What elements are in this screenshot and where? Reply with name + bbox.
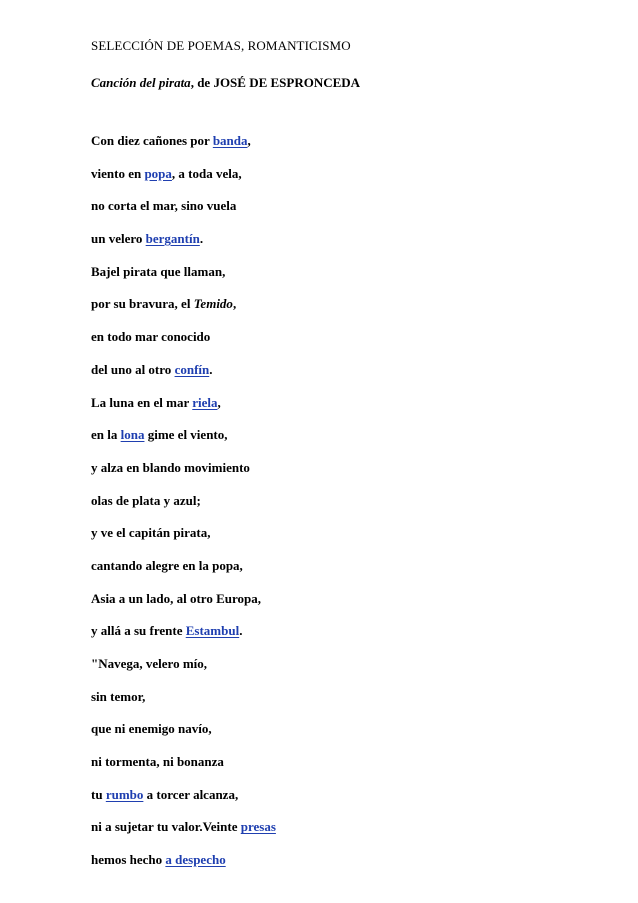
verse-text: sin temor, <box>91 688 146 704</box>
verse-line <box>91 327 276 360</box>
verse-text: cantando alegre en la popa, <box>91 557 243 573</box>
glossary-link[interactable]: popa <box>144 165 172 181</box>
verse-text: en la <box>91 427 121 443</box>
poem-verses <box>91 131 276 883</box>
verse-line <box>91 752 276 785</box>
verse-line <box>91 654 276 687</box>
verse-text: y allá a su frente <box>91 623 186 639</box>
verse-line <box>91 621 276 654</box>
verse-text: , <box>247 133 251 148</box>
verse-text: un velero <box>91 231 146 247</box>
verse-line <box>91 785 276 818</box>
verse-line <box>91 131 276 164</box>
verse-text: olas de plata y azul; <box>91 492 201 508</box>
glossary-link[interactable]: banda <box>212 133 248 148</box>
glossary-link[interactable]: confín <box>174 361 210 377</box>
verse-text: del uno al otro <box>91 361 175 377</box>
verse-text: hemos hecho <box>91 852 166 868</box>
verse-text: y alza en blando movimiento <box>91 459 250 475</box>
glossary-link[interactable]: a despecho <box>165 852 226 868</box>
poem-title-line <box>91 75 360 91</box>
verse-text: ni a sujetar tu valor.Veinte <box>91 819 241 835</box>
verse-line <box>91 556 276 589</box>
verse-line <box>91 817 276 850</box>
verse-text: por su bravura, el <box>91 296 194 312</box>
verse-text: en todo mar conocido <box>91 329 211 345</box>
glossary-link[interactable]: rumbo <box>105 786 144 802</box>
glossary-link[interactable]: bergantín <box>145 231 200 247</box>
verse-text: y ve el capitán pirata, <box>91 525 211 541</box>
verse-text: viento en <box>91 165 145 181</box>
glossary-link[interactable]: lona <box>120 427 145 443</box>
verse-text: . <box>239 623 243 639</box>
poem-author: JOSÉ DE ESPRONCEDA <box>213 75 361 90</box>
verse-text: a torcer alcanza, <box>143 786 239 802</box>
verse-emphasis: Temido <box>193 296 233 312</box>
verse-text: La luna en el mar <box>91 394 193 410</box>
verse-line <box>91 523 276 556</box>
verse-text: . <box>199 231 204 247</box>
document-header: SELECCIÓN DE POEMAS, ROMANTICISMO <box>91 38 351 53</box>
verse-text: , a toda vela, <box>171 165 242 181</box>
verse-text: , <box>232 296 237 312</box>
verse-line <box>91 491 276 524</box>
verse-text: no corta el mar, sino vuela <box>91 198 237 214</box>
verse-line <box>91 164 276 197</box>
verse-line <box>91 850 276 883</box>
verse-text: Con diez cañones por <box>91 133 213 148</box>
verse-line <box>91 458 276 491</box>
verse-line <box>91 262 276 295</box>
verse-text: que ni enemigo navío, <box>91 721 212 737</box>
verse-text: Asia a un lado, al otro Europa, <box>91 590 262 606</box>
glossary-link[interactable]: riela <box>192 394 218 410</box>
title-separator: , de <box>190 75 214 90</box>
verse-text: "Navega, velero mío, <box>91 656 208 671</box>
verse-text: Bajel pirata que llaman, <box>91 263 226 279</box>
glossary-link[interactable]: presas <box>240 819 276 835</box>
glossary-link[interactable]: Estambul <box>185 623 240 639</box>
verse-line <box>91 687 276 720</box>
verse-line <box>91 360 276 393</box>
verse-text: tu <box>91 786 106 802</box>
verse-text: . <box>209 361 213 377</box>
verse-line <box>91 229 276 262</box>
verse-line <box>91 294 276 327</box>
verse-line <box>91 589 276 622</box>
verse-line <box>91 425 276 458</box>
verse-text: gime el viento, <box>144 427 228 443</box>
verse-text: , <box>217 394 221 410</box>
verse-line <box>91 196 276 229</box>
poem-title: Canción del pirata <box>91 75 191 90</box>
verse-line <box>91 719 276 752</box>
verse-line <box>91 393 276 426</box>
verse-text: ni tormenta, ni bonanza <box>91 754 224 770</box>
